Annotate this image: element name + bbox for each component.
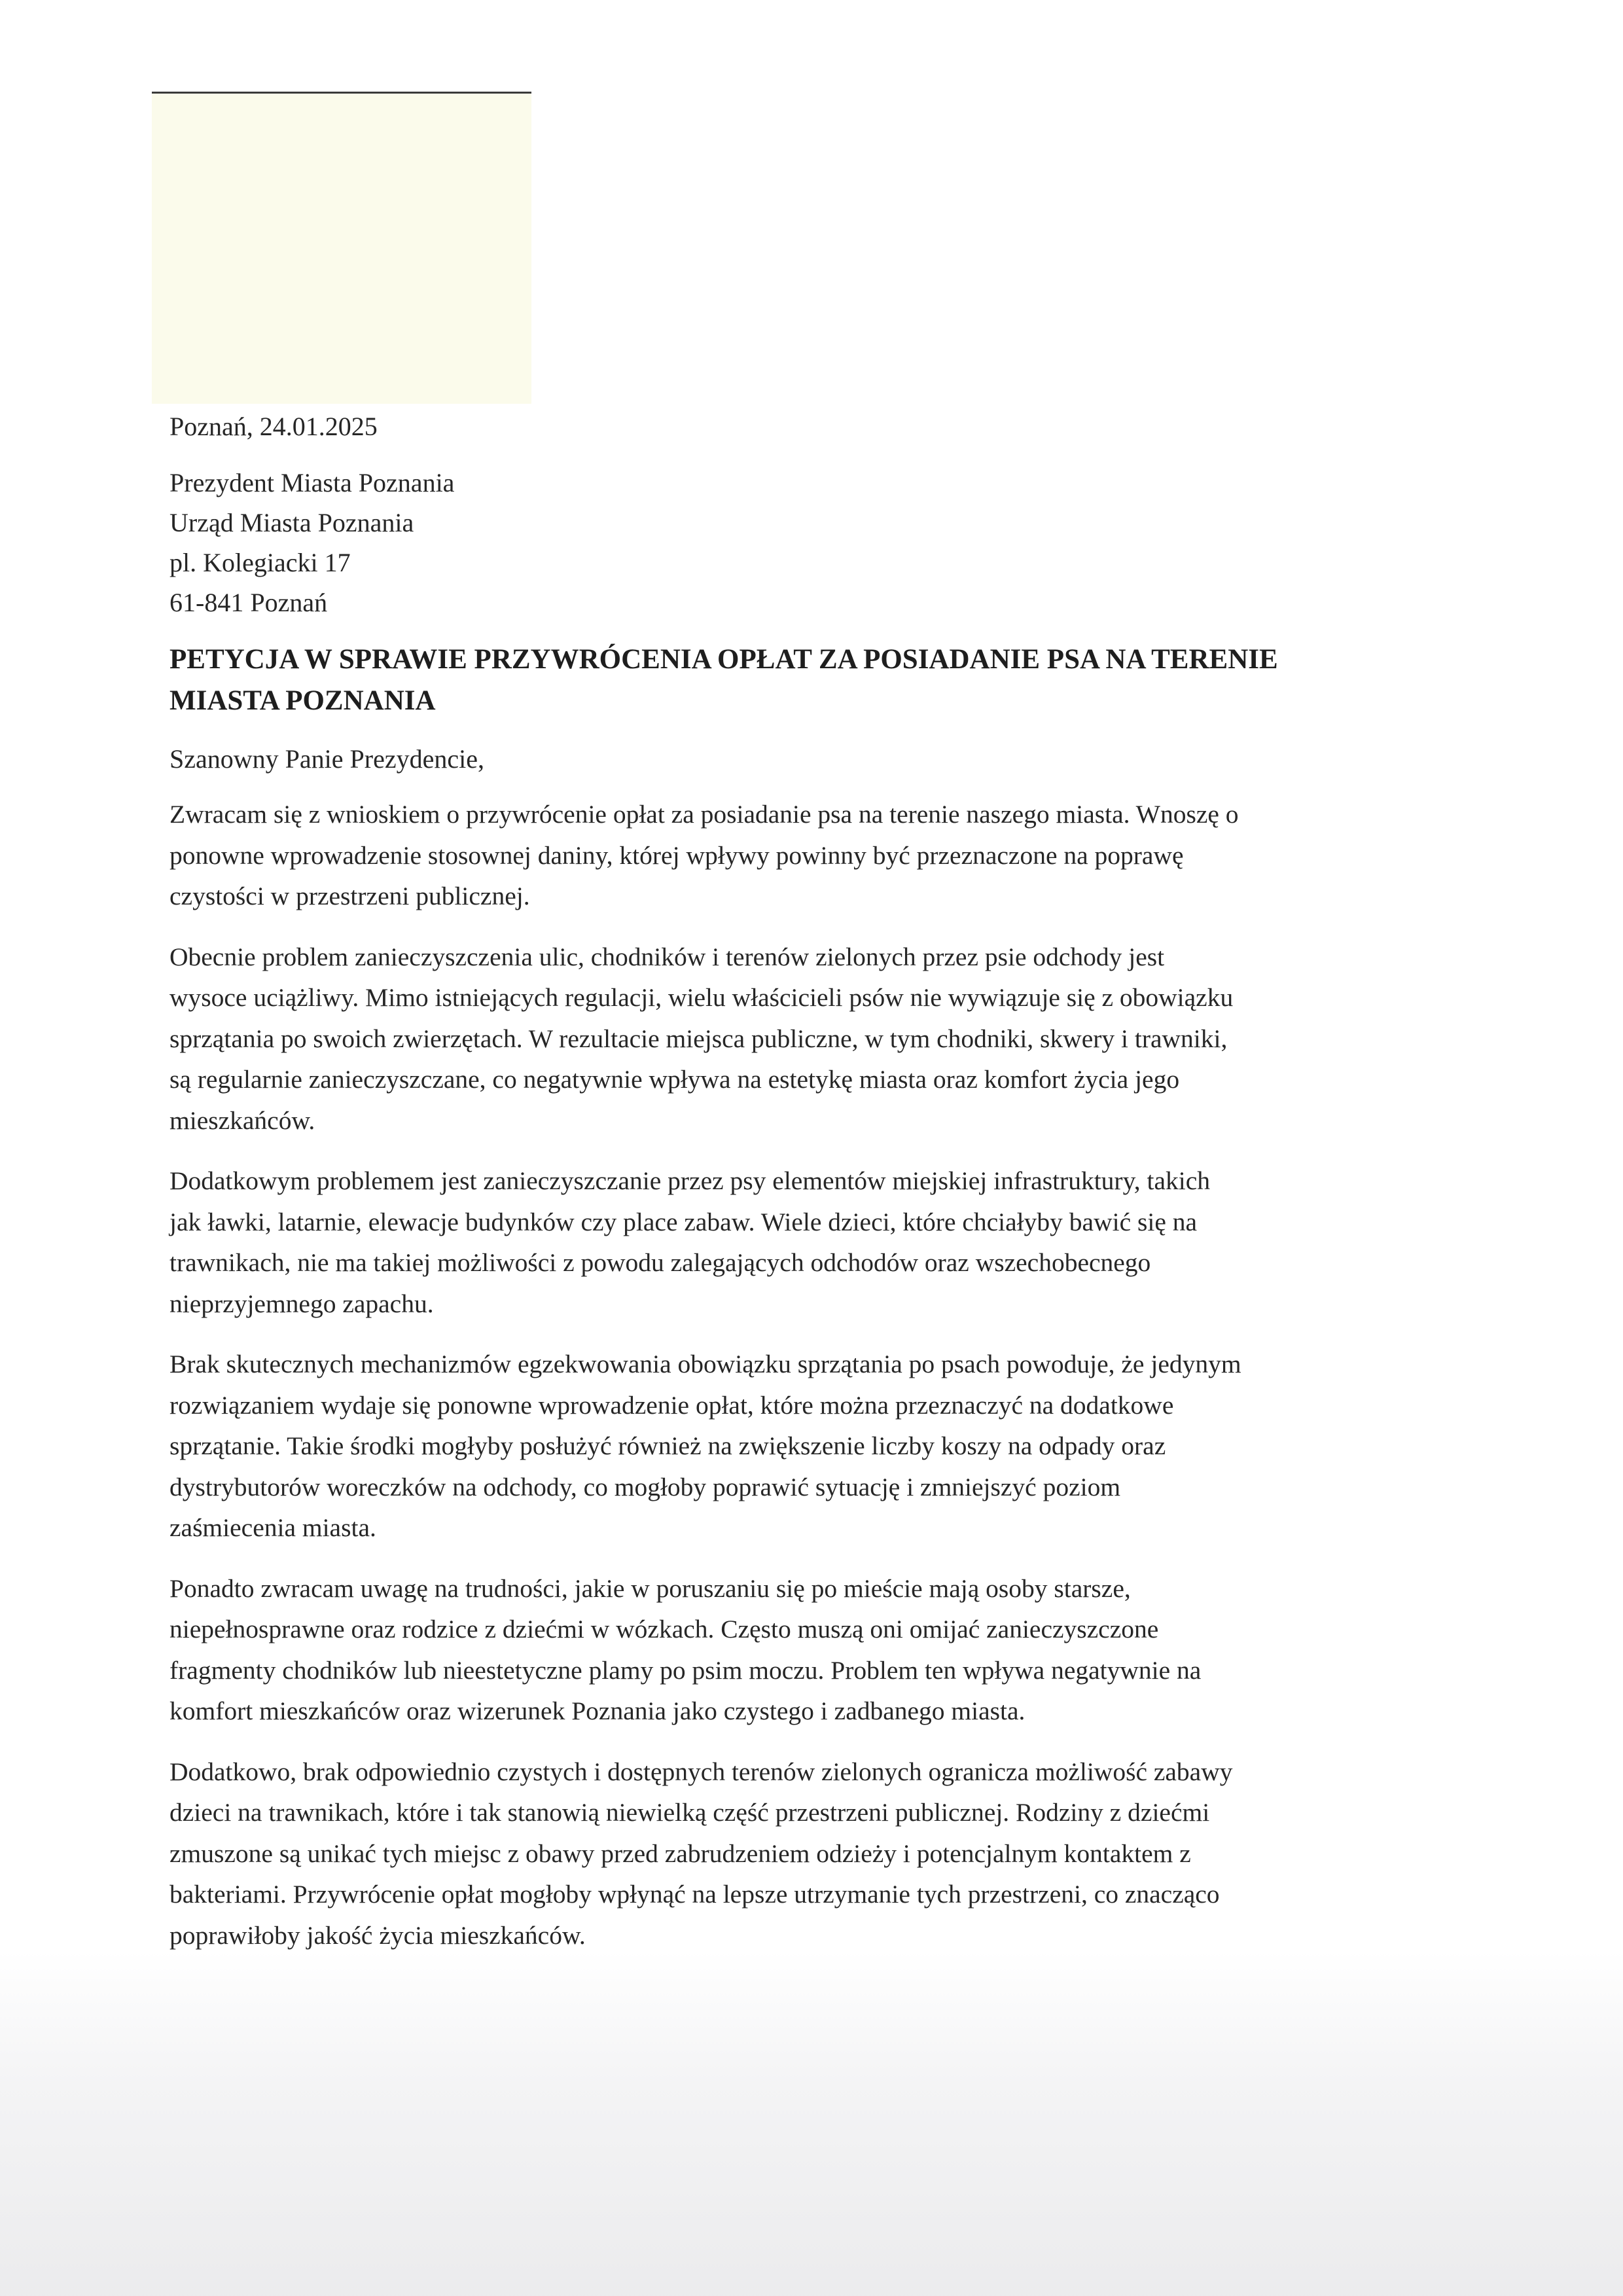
salutation: Szanowny Panie Prezydencie,: [169, 744, 484, 774]
body-line: poprawiłoby jakość życia mieszkańców.: [169, 1920, 586, 1950]
body-line: trawnikach, nie ma takiej możliwości z powodu zalegających odchodów oraz wszechobecnego: [169, 1248, 1151, 1277]
title-line: PETYCJA W SPRAWIE PRZYWRÓCENIA OPŁAT ZA POSIADANIE PSA NA TERENIE: [169, 644, 1278, 675]
petition-title: [169, 639, 1452, 721]
body-line: wysoce uciążliwy. Mimo istniejących regulacji, wielu właścicieli psów nie wywiązuje się z obowiązku: [169, 983, 1234, 1012]
recipient-line: pl. Kolegiacki 17: [169, 548, 351, 577]
body-line: dzieci na trawnikach, które i tak stanowią niewielką część przestrzeni publicznej. Rodziny z dziećmi: [169, 1798, 1210, 1827]
body-line: mieszkańców.: [169, 1105, 315, 1135]
body-line: niepełnosprawne oraz rodzice z dziećmi w wózkach. Często muszą oni omijać zanieczyszczone: [169, 1615, 1159, 1643]
recipient-line: Prezydent Miasta Poznania: [169, 468, 455, 497]
body-line: Dodatkowo, brak odpowiednio czystych i dostępnych terenów zielonych ogranicza możliwość zabawy: [169, 1757, 1233, 1786]
recipient-line: Urząd Miasta Poznania: [169, 508, 414, 537]
body-line: rozwiązaniem wydaje się ponowne wprowadzenie opłat, które można przeznaczyć na dodatkowe: [169, 1390, 1174, 1420]
recipient-address: [169, 463, 454, 622]
body-line: sprzątanie. Takie środki mogłyby posłużyć również na zwiększenie liczby koszy na odpady oraz: [169, 1431, 1166, 1460]
body-paragraph: [169, 1344, 1452, 1549]
body-paragraph: [169, 1160, 1452, 1324]
scan-shadow: [0, 1950, 1623, 2296]
letter-body: [169, 794, 1452, 1975]
body-line: nieprzyjemnego zapachu.: [169, 1289, 434, 1318]
body-line: Ponadto zwracam uwagę na trudności, jakie w poruszaniu się po mieście mają osoby starsze,: [169, 1573, 1131, 1603]
body-line: zmuszone są unikać tych miejsc z obawy przed zabrudzeniem odzieży i potencjalnym kontaktem z: [169, 1839, 1191, 1868]
title-line: MIASTA POZNANIA: [169, 685, 436, 716]
body-line: komfort mieszkańców oraz wizerunek Poznania jako czystego i zadbanego miasta.: [169, 1696, 1026, 1725]
recipient-line: 61-841 Poznań: [169, 588, 328, 617]
date-line: Poznań, 24.01.2025: [169, 412, 378, 441]
body-line: Zwracam się z wnioskiem o przywrócenie opłat za posiadanie psa na terenie naszego miasta. Wnoszę o: [169, 800, 1239, 829]
body-paragraph: [169, 1751, 1452, 1956]
body-line: bakteriami. Przywrócenie opłat mogłoby wpłynąć na lepsze utrzymanie tych przestrzeni, co znacząco: [169, 1880, 1220, 1909]
body-line: zaśmiecenia miasta.: [169, 1513, 376, 1542]
body-line: fragmenty chodników lub nieestetyczne plamy po psim moczu. Problem ten wpływa negatywnie na: [169, 1655, 1202, 1685]
body-paragraph: [169, 1568, 1452, 1732]
body-line: dystrybutorów woreczków na odchody, co mogłoby poprawić sytuację i zmniejszyć poziom: [169, 1472, 1121, 1501]
body-line: czystości w przestrzeni publicznej.: [169, 882, 530, 910]
body-line: Obecnie problem zanieczyszczenia ulic, chodników i terenów zielonych przez psie odchody jest: [169, 942, 1165, 971]
body-line: jak ławki, latarnie, elewacje budynków czy place zabaw. Wiele dzieci, które chciałyby bawić się na: [169, 1207, 1198, 1236]
body-line: ponowne wprowadzenie stosownej daniny, której wpływy powinny być przeznaczone na poprawę: [169, 840, 1184, 870]
body-line: Brak skutecznych mechanizmów egzekwowania obowiązku sprzątania po psach powoduje, że jedynym: [169, 1350, 1241, 1378]
body-line: Dodatkowym problemem jest zanieczyszczanie przez psy elementów miejskiej infrastruktury, takich: [169, 1166, 1211, 1195]
body-paragraph: [169, 794, 1452, 917]
redacted-sender-block: [152, 92, 531, 404]
body-paragraph: [169, 937, 1452, 1141]
body-line: są regularnie zanieczyszczane, co negatywnie wpływa na estetykę miasta oraz komfort życia jego: [169, 1065, 1180, 1094]
body-line: sprzątania po swoich zwierzętach. W rezultacie miejsca publiczne, w tym chodniki, skwery i trawniki,: [169, 1024, 1228, 1053]
